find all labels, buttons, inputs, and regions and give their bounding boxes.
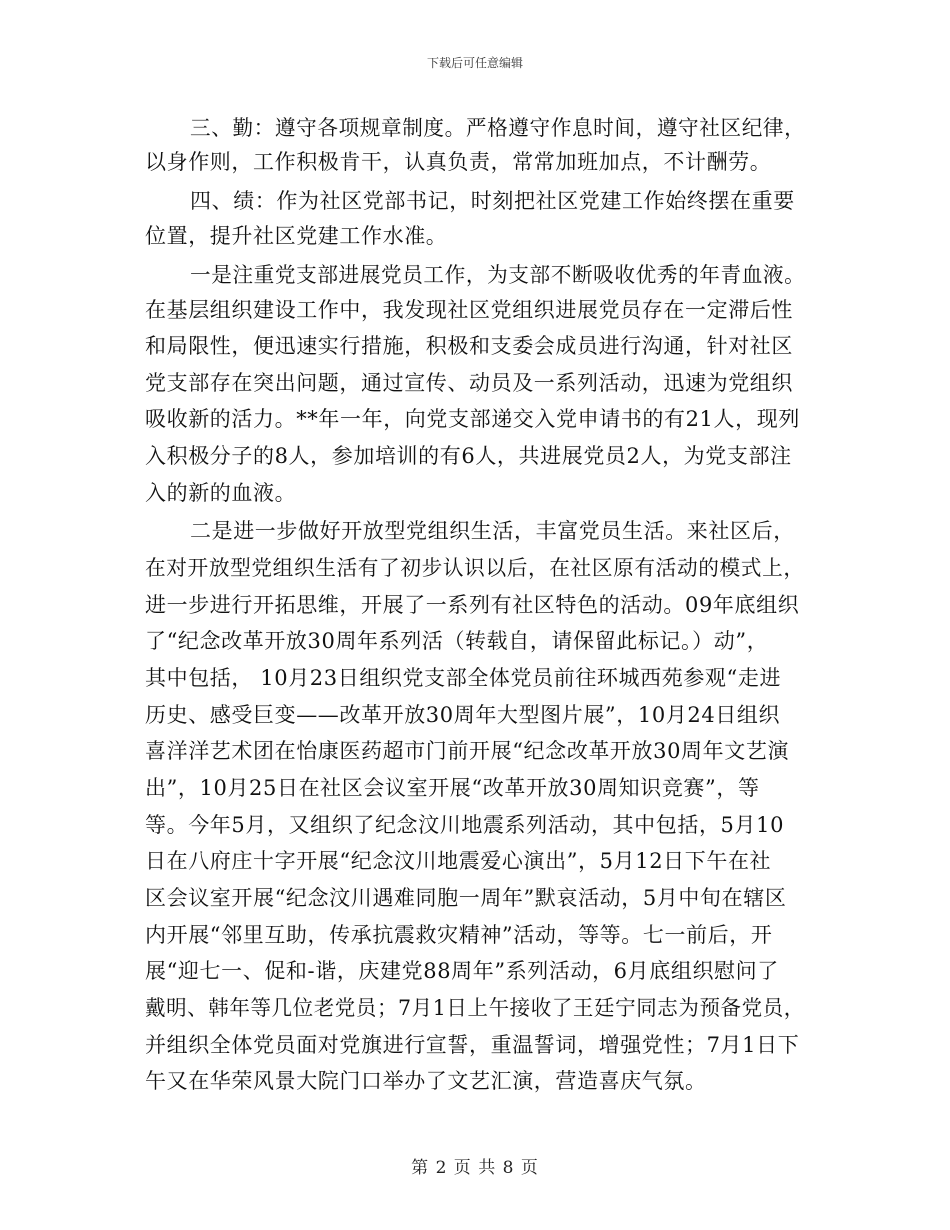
- text-line: 区会议室开展“纪念汶川遇难同胞一周年”默哀活动，5月中旬在辖区: [145, 886, 787, 910]
- text-line: 等。今年5月，又组织了纪念汶川地震系列活动，其中包括，5月10: [145, 813, 785, 837]
- text-line: 党支部存在突出问题，通过宣传、动员及一系列活动，迅速为党组织: [145, 371, 793, 395]
- text-line: 出”，10月25日在社区会议室开展“改革开放30周知识竞赛”，等: [145, 776, 760, 800]
- text-line: 二是进一步做好开放型党组织生活，丰富党员生活。来社区后，: [190, 519, 795, 543]
- text-line: 历史、感受巨变——改革开放30周年大型图片展”，10月24日组织: [145, 703, 781, 727]
- text-line: 进一步进行开拓思维，开展了一系列有社区特色的活动。09年底组织: [145, 593, 800, 617]
- text-line: 一是注重党支部进展党员工作，为支部不断吸收优秀的年青血液。: [190, 263, 806, 287]
- text-line: 日在八府庄十字开展“纪念汶川地震爱心演出”，5月12日下午在社: [145, 849, 772, 873]
- text-line: 入的新的血液。: [145, 481, 297, 505]
- page-header-note: 下载后可任意编辑: [426, 56, 523, 70]
- text-line: 在基层组织建设工作中，我发现社区党组织进展党员存在一定滞后性: [145, 298, 793, 322]
- text-line: 并组织全体党员面对党旗进行宣誓，重温誓词，增强党性；7月1日下: [145, 1033, 800, 1057]
- text-line: 吸收新的活力。**年一年，向党支部递交入党申请书的有21人，现列: [145, 407, 800, 431]
- text-line: 戴明、韩年等几位老党员；7月1日上午接收了王廷宁同志为预备党员，: [145, 996, 805, 1020]
- text-line: 三、勤：遵守各项规章制度。严格遵守作息时间，遵守社区纪律，: [190, 116, 806, 140]
- page-number-footer: 第 2 页 共 8 页: [411, 1158, 539, 1178]
- text-line: 位置，提升社区党建工作水准。: [145, 224, 448, 248]
- text-line: 四、绩：作为社区党部书记，时刻把社区党建工作始终摆在重要: [190, 189, 795, 213]
- text-line: 喜洋洋艺术团在怡康医药超市门前开展“纪念改革开放30周年文艺演: [145, 739, 790, 763]
- text-line: 其中包括， 10月23日组织党支部全体党员前往环城西苑参观“走进: [145, 666, 782, 690]
- text-line: 在对开放型党组织生活有了初步认识以后，在社区原有活动的模式上，: [145, 556, 805, 580]
- text-line: 午又在华荣风景大院门口举办了文艺汇演，营造喜庆气氛。: [145, 1069, 707, 1093]
- text-line: 以身作则，工作积极肯干，认真负责，常常加班加点，不计酬劳。: [145, 150, 772, 174]
- text-line: 和局限性，便迅速实行措施，积极和支委会成员进行沟通，针对社区: [145, 334, 793, 358]
- text-line: 内开展“邻里互助，传承抗震救灾精神”活动，等等。七一前后，开: [145, 923, 773, 947]
- text-line: 入积极分子的8人，参加培训的有6人，共进展党员2人，为党支部注: [145, 444, 792, 468]
- text-line: 了“纪念改革开放30周年系列活（转载自，请保留此标记。）动”，: [145, 629, 769, 653]
- text-line: 展“迎七一、促和-谐，庆建党88周年”系列活动，6月底组织慰问了: [145, 959, 779, 983]
